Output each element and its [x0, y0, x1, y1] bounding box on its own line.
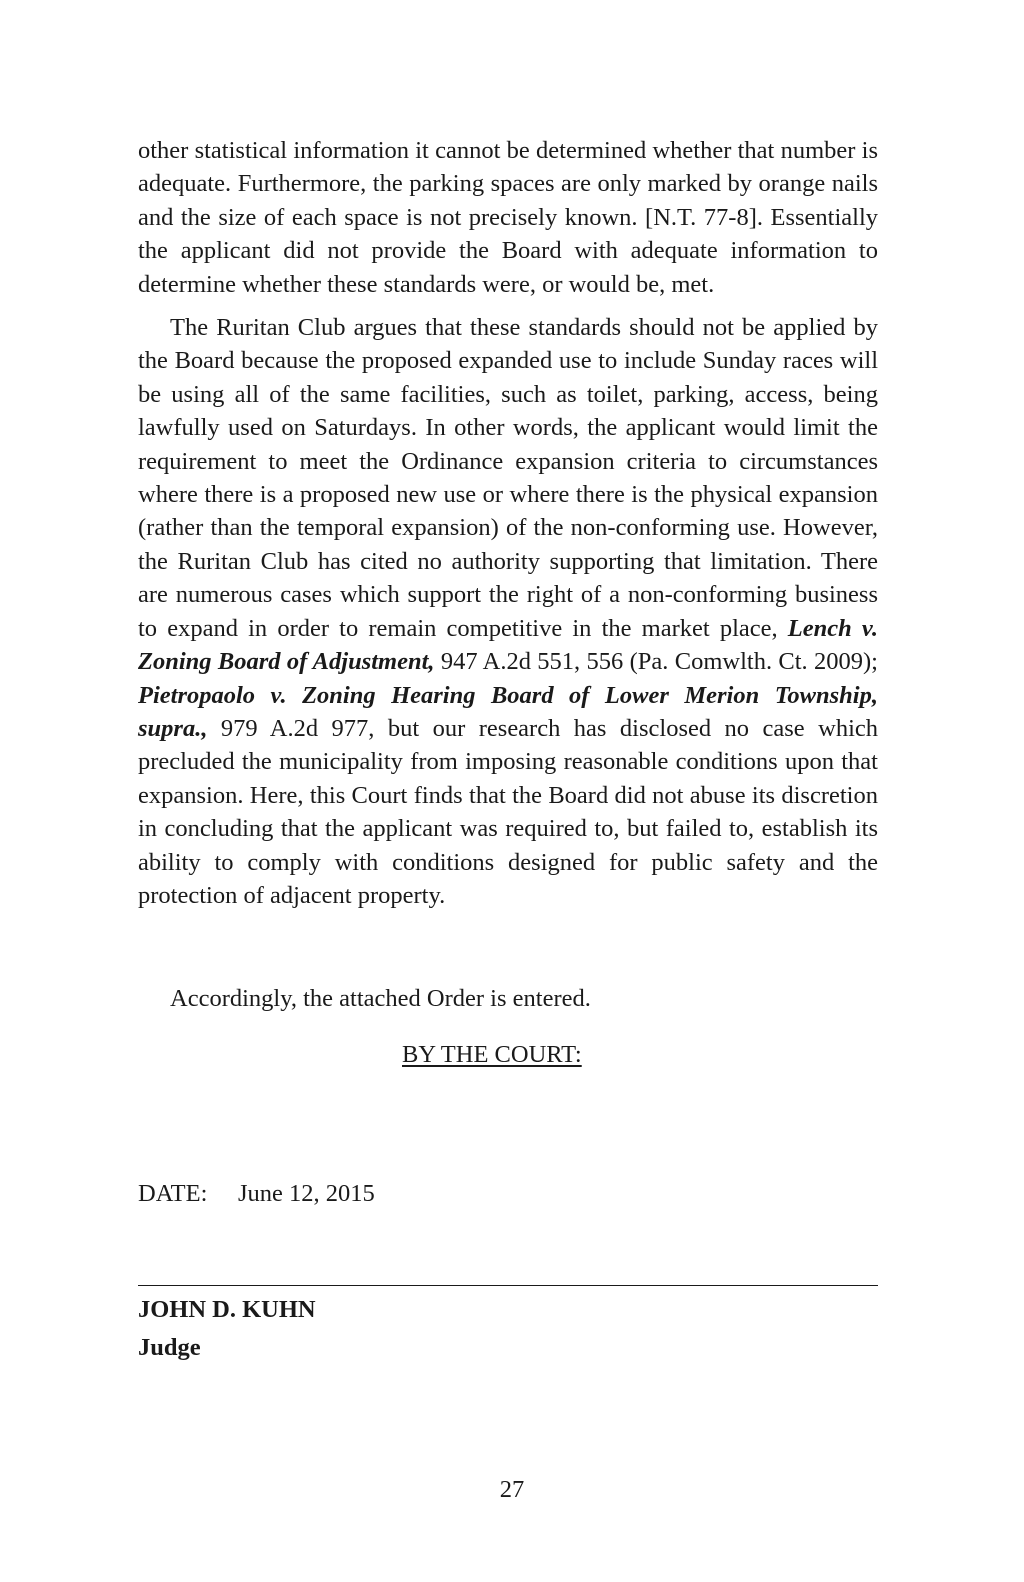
signature-line — [138, 1285, 878, 1286]
paragraph-statistical-information: other statistical information it cannot be determined whether that number is adequate. Furthermore, the parking spaces are only marked by orange nails and the size of each space is not precisely known. [N.T. 77-8]. Essentially the applicant did not provide the Board with adequate information to determine whether these standards were, or would be, met. — [138, 137, 878, 298]
paragraph-text-c: 979 A.2d 977, but our research has disclosed no case which precluded the municipality from imposing reasonable conditions upon that expansion. Here, this Court finds that the Board did not abuse its discretion in concluding that the applicant was required to, but failed to, establish its ability to comply with conditions designed for public safety and the protection of adjacent property. — [138, 714, 878, 909]
paragraph-text-a: The Ruritan Club argues that these standards should not be applied by the Board because the proposed expanded use to include Sunday races will be using all of the same facilities, such as toilet, parking, access, being lawfully used on Saturdays. In other words, the applicant would limit the requirement to meet the Ordinance expansion criteria to circumstances where there is a proposed new use or where there is the physical expansion (rather than the temporal expansion) of the non-conforming use. However, the Ruritan Club has cited no authority supporting that limitation. There are numerous cases which support the right of a non-conforming business to expand in order to remain competitive in the market place, — [138, 314, 878, 642]
paragraph-text-b: 947 A.2d 551, 556 (Pa. Comwlth. Ct. 2009); — [434, 648, 878, 676]
case-citation-pietropaolo: Pietropaolo v. Zoning Hearing Board of Lower Merion Township, supra., — [138, 681, 878, 742]
date-label: DATE: — [138, 1180, 208, 1207]
case-citation-lench: Lench v. Zoning Board of Adjustment, — [138, 614, 878, 676]
closing-statement: Accordingly, the attached Order is entered. — [170, 985, 591, 1012]
date-line — [138, 1177, 375, 1210]
date-value: June 12, 2015 — [238, 1180, 375, 1207]
by-the-court-heading: BY THE COURT: — [402, 1041, 582, 1068]
opinion-body — [138, 134, 878, 922]
judge-title: Judge — [138, 1334, 201, 1361]
judge-name: JOHN D. KUHN — [138, 1296, 316, 1323]
page-number: 27 — [499, 1476, 525, 1503]
paragraph-ruritan-club-argument — [138, 311, 878, 912]
